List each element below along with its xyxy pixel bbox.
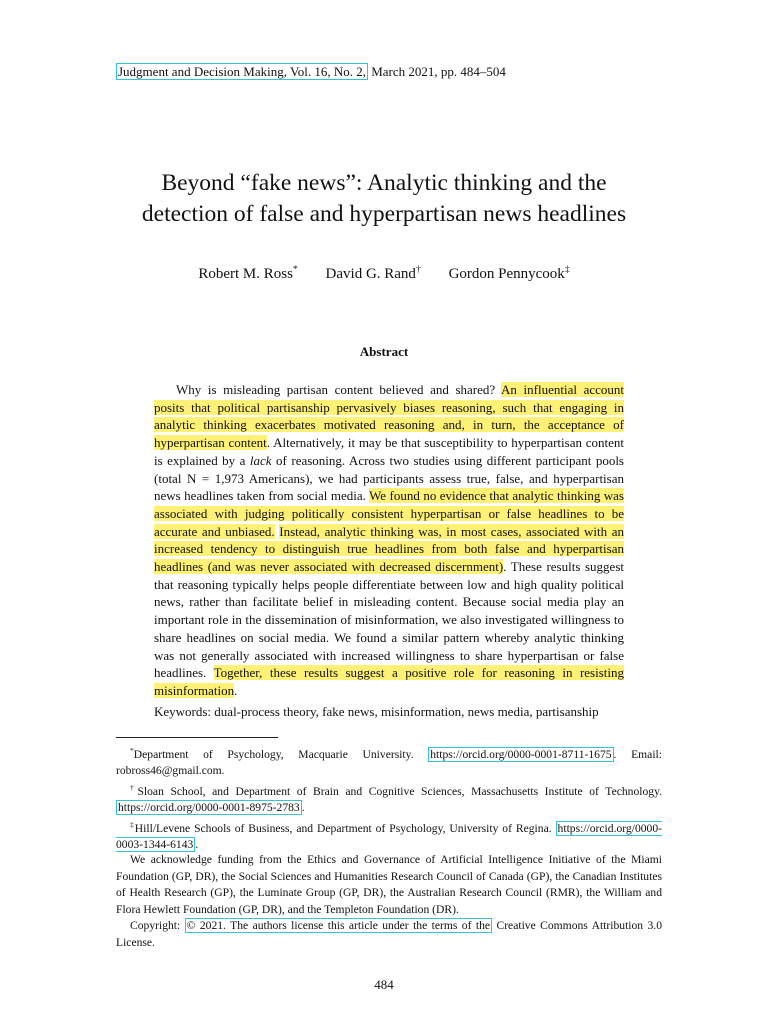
title-line-2: detection of false and hyperpartisan news headlines [141,201,627,227]
orcid-link-ross[interactable]: https://orcid.org/0000-0001-8711-1675 [430,747,612,761]
paper-title [0,168,768,230]
author-list [0,264,768,283]
highlight-3[interactable]: Instead, analytic thinking was, in most cases, associated with an increased tendency to distinguish true headlines from both false and hyperpartisan headlines (and was never associated with decreased discernment) [154,523,624,575]
highlight-1[interactable]: An influential account posits that political partisanship pervasively biases reasoning, such that engaging in analytic thinking exacerbates motivated reasoning and, in turn, the acceptance of hyperpartisan content [154,382,624,451]
journal-date-pages: March 2021, pp. 484–504 [367,64,506,79]
author-rand: David G. Rand† [325,264,421,282]
author-ross: Robert M. Ross* [198,264,298,282]
funding-statement: We acknowledge funding from the Ethics and Governance of Artificial Intelligence Initiative of the Miami Foundation (GP, DR), the Social Sciences and Humanities Research Council of Canada (GP), the Canadian Institutes of Health Research (GP), the Luminate Group (GP, DR), the Australian Research Council (RMR), the William and Flora Hewlett Foundation (GP, DR), and the Templeton Foundation (DR). [116,853,662,916]
highlight-4[interactable]: Together, these results suggest a positive role for reasoning in resisting misinformation [154,665,624,698]
copyright-statement: Copyright: © 2021. The authors license this article under the terms of the Creative Commons Attribution 3.0 License. [116,919,663,949]
orcid-link-rand[interactable]: https://orcid.org/0000-0001-8975-2783 [118,801,300,815]
footnote-ross: *Department of Psychology, Macquarie University. https://orcid.org/0000-0001-8711-1675 . Email: robross46@gmail.com. [116,746,662,778]
footnote-divider [116,737,278,738]
highlight-2[interactable]: We found no evidence that analytic thinking was associated with judging politically consistent hyperpartisan or false headlines to be accurate and unbiased. [154,488,624,539]
orcid-link-pennycook[interactable]: https://orcid.org/0000-0003-1344-6143 [116,821,662,852]
page-number: 484 [374,977,394,992]
abstract-heading: Abstract [359,344,409,359]
journal-citation [116,64,506,80]
title-line-1: Beyond “fake news”: Analytic thinking and the [161,170,607,196]
keywords: Keywords: dual-process theory, fake news, misinformation, news media, partisanship [154,704,599,719]
footnotes [116,743,662,854]
footnote-pennycook: ‡Hill/Levene Schools of Business, and Department of Psychology, University of Regina. https://orcid.org/0000-0003-1344-6143 . [116,819,662,852]
footnote-rand: †Sloan School, and Department of Brain and Cognitive Sciences, Massachusetts Institute of Technology. https://orcid.org/0000-0001-8975-2783 . [118,782,663,815]
author-pennycook: Gordon Pennycook‡ [448,264,570,282]
journal-link[interactable]: Judgment and Decision Making, Vol. 16, No. 2, [118,64,366,79]
license-link[interactable]: © 2021. The authors license this article under the terms of the [186,919,491,932]
abstract-text: Why is misleading partisan content believed and shared? An influential account posits that political partisanship pervasively biases reasoning, such that engaging in analytic thinking exacerbates motivated reasoning and, in turn, the acceptance of hyperpartisan content. Alternatively, it may be that susceptibility to hyperpartisan content is explained by a lack of reasoning. Across two studies using different participant pools (total N = 1,973 Americans), we had participants assess true, false, and hyperpartisan news headlines taken from social media. We found no evidence that analytic thinking was associated with judging politically consistent hyperpartisan or false headlines to be accurate and unbiased. Instead, analytic thinking was, in most cases, associated with an increased tendency to distinguish true headlines from both false and hyperpartisan headlines (and was never associated with decreased discernment). These results suggest that reasoning typically helps people differentiate between low and high quality political news, rather than facilitate belief in misleading content. Because social media play an important role in the dissemination of misinformation, we also investigated willingness to share headlines on social media. We found a similar pattern whereby analytic thinking was not generally associated with increased willingness to share hyperpartisan or false headlines. Together, these results suggest a positive role for reasoning in resisting misinformation. [154,382,624,698]
acknowledgments [116,852,662,951]
